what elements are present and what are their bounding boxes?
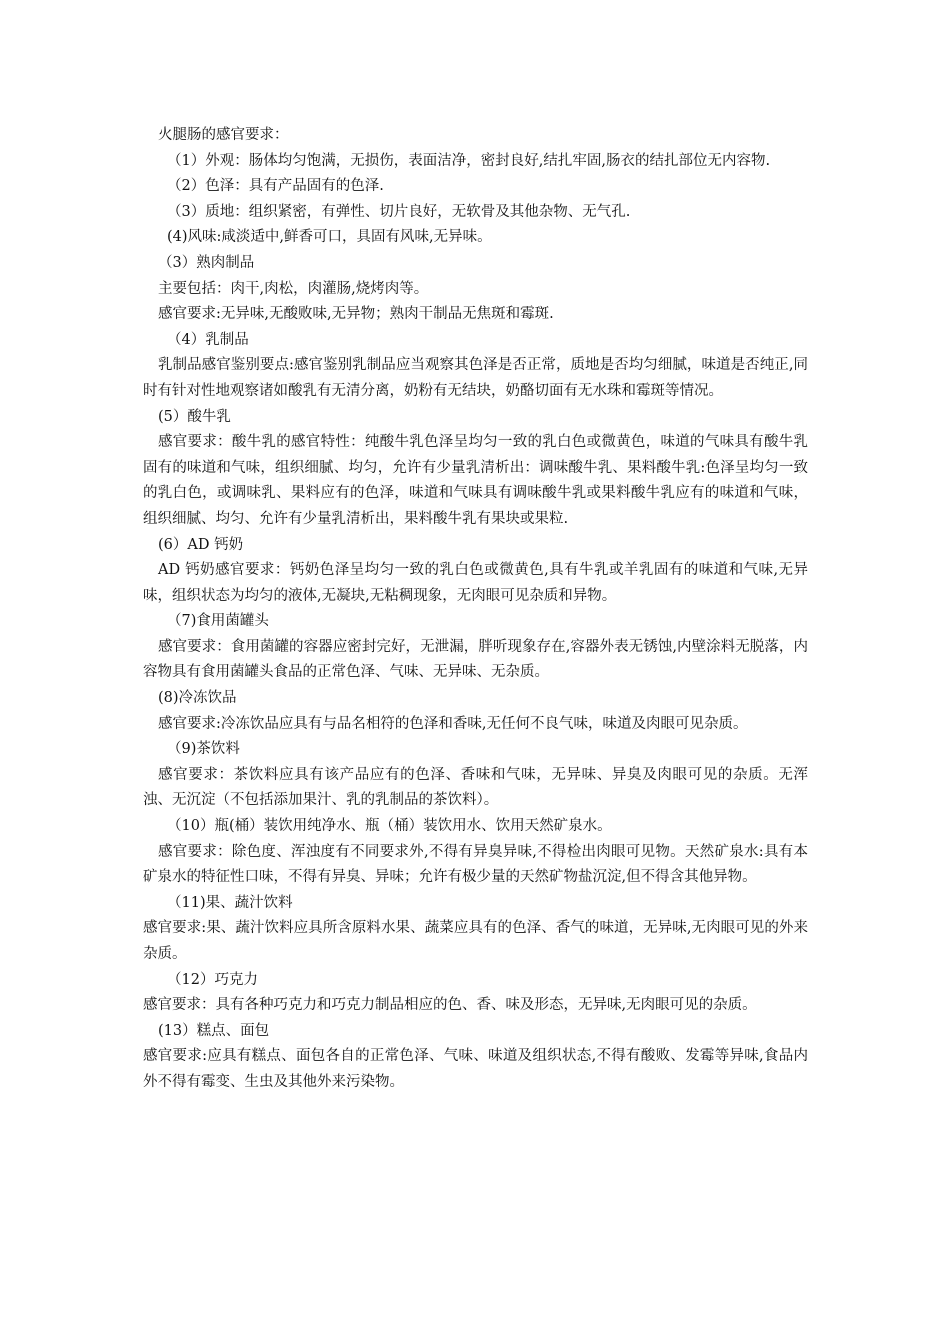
paragraph: 感官要求:冷冻饮品应具有与品名相符的色泽和香味,无任何不良气味，味道及肉眼可见杂质。 xyxy=(158,715,748,732)
paragraph: 主要包括：肉干,肉松，肉灌肠,烧烤肉等。 xyxy=(158,280,429,297)
paragraph: 火腿肠的感官要求： xyxy=(158,127,289,143)
paragraph: 感官要求：酸牛乳的感官特性：纯酸牛乳色泽呈均匀一致的乳白色或微黄色，味道的气味具有酸牛乳固有的味道和气味，组织细腻、均匀，允许有少量乳清析出：调味酸牛乳、果料酸牛乳:色泽呈均匀一致的乳白色，或调味乳、果料应有的色泽，味道和气味具有调味酸牛乳或果料酸牛乳应有的味道和气味，组织细腻、均匀、允许有少量乳清析出，果料酸牛乳有果块或果粒. xyxy=(143,434,808,527)
paragraph: （10）瓶(桶）装饮用纯净水、瓶（桶）装饮用水、饮用天然矿泉水。 xyxy=(167,818,612,835)
paragraph: （2）色泽：具有产品固有的色泽. xyxy=(167,178,384,195)
paragraph: 感官要求:无异味,无酸败味,无异物；熟肉干制品无焦斑和霉斑. xyxy=(158,306,554,323)
paragraph: 感官要求：除色度、浑浊度有不同要求外,不得有异臭异味,不得检出肉眼可见物。天然矿泉水:具有本矿泉水的特征性口味，不得有异臭、异味；允许有极少量的天然矿物盐沉淀,但不得含其他异物。 xyxy=(143,843,808,886)
paragraph: （9)茶饮料 xyxy=(167,741,240,758)
paragraph: 感官要求：具有各种巧克力和巧克力制品相应的色、香、味及形态，无异味,无肉眼可见的杂质。 xyxy=(143,997,757,1014)
paragraph: （7)食用菌罐头 xyxy=(167,613,269,630)
document-body xyxy=(143,123,808,1096)
paragraph: 感官要求:应具有糕点、面包各自的正常色泽、气味、味道及组织状态,不得有酸败、发霉等异味,食品内外不得有霉变、生虫及其他外来污染物。 xyxy=(143,1048,808,1090)
paragraph: (4)风味:咸淡适中,鲜香可口，具固有风味,无异味。 xyxy=(167,229,492,246)
paragraph: (5）酸牛乳 xyxy=(158,408,231,425)
paragraph: （4）乳制品 xyxy=(167,331,249,348)
paragraph: 乳制品感官鉴别要点:感官鉴别乳制品应当观察其色泽是否正常，质地是否均匀细腻，味道是否纯正,同时有针对性地观察诸如酸乳有无清分离，奶粉有无结块，奶酪切面有无水珠和霉斑等情况。 xyxy=(143,357,808,399)
paragraph: （1）外观：肠体均匀饱满，无损伤，表面洁净，密封良好,结扎牢固,肠衣的结扎部位无内容物. xyxy=(167,152,771,169)
paragraph: （12）巧克力 xyxy=(167,971,258,988)
paragraph: （11)果、蔬汁饮料 xyxy=(167,894,293,911)
paragraph: AD 钙奶感官要求：钙奶色泽呈均匀一致的乳白色或微黄色,具有牛乳或羊乳固有的味道和气味,无异味，组织状态为均匀的液体,无凝块,无粘稠现象，无肉眼可见杂质和异物。 xyxy=(143,562,808,604)
paragraph: 感官要求：食用菌罐的容器应密封完好，无泄漏，胖听现象存在,容器外表无锈蚀,内壁涂料无脱落，内容物具有食用菌罐头食品的正常色泽、气味、无异味、无杂质。 xyxy=(143,638,808,681)
paragraph: （3）熟肉制品 xyxy=(158,254,255,271)
paragraph: 感官要求:果、蔬汁饮料应具所含原料水果、蔬菜应具有的色泽、香气的味道，无异味,无肉眼可见的外来杂质。 xyxy=(143,920,808,962)
paragraph: (6）AD 钙奶 xyxy=(158,536,244,553)
paragraph: （3）质地：组织紧密，有弹性、切片良好，无软骨及其他杂物、无气孔. xyxy=(167,203,631,220)
paragraph: (13）糕点、面包 xyxy=(158,1022,270,1039)
paragraph: (8)冷冻饮品 xyxy=(158,690,237,707)
paragraph: 感官要求：茶饮料应具有该产品应有的色泽、香味和气味，无异味、异臭及肉眼可见的杂质。无浑浊、无沉淀（不包括添加果汁、乳的乳制品的茶饮料）。 xyxy=(143,766,808,809)
